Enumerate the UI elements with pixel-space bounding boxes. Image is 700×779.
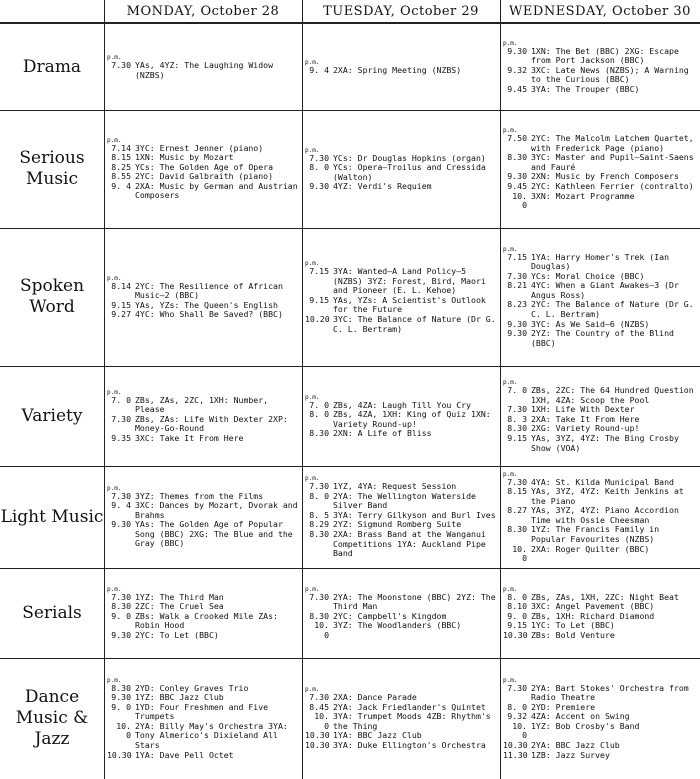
program-title: 2YZ: The Country of the Blind (BBC) bbox=[531, 328, 674, 348]
column-divider bbox=[302, 0, 303, 779]
program-title: 3YA: Trumpet Moods 4ZB: Rhythm's the Thing bbox=[333, 711, 491, 731]
program-entry bbox=[305, 530, 496, 559]
program-time: 9.30 bbox=[111, 629, 131, 640]
program-time: 7. 0 bbox=[507, 385, 527, 395]
program-time: 8.15 bbox=[507, 486, 527, 497]
program-entry bbox=[107, 415, 298, 434]
program-time: 9.45 bbox=[507, 180, 527, 191]
category-label: Spoken Word bbox=[19, 276, 85, 317]
schedule-cell bbox=[503, 246, 696, 349]
program-title: 2YC: Campbell's Kingdom bbox=[333, 610, 447, 621]
program-time: 10.30 bbox=[107, 749, 132, 760]
program-title: 1YZ: BBC Jazz Club bbox=[135, 692, 224, 703]
program-title: 1YZ: The Third Man bbox=[135, 591, 224, 602]
program-title: YAs, YZs: The Queen's English bbox=[135, 299, 278, 310]
pm-marker: p.m. bbox=[305, 585, 320, 593]
program-time: 10. 0 bbox=[314, 711, 329, 731]
program-time: 7. 0 bbox=[309, 399, 329, 410]
program-entry bbox=[107, 631, 298, 641]
column-divider bbox=[500, 0, 501, 779]
program-time: 7.30 bbox=[309, 481, 329, 491]
program-time: 9.35 bbox=[111, 432, 131, 443]
program-title: 1YZ, 4YA: Request Session bbox=[333, 481, 457, 491]
program-entry bbox=[305, 182, 496, 192]
program-title: 3YA: Wanted—A Land Policy—5 (NZBS) 3YZ: Forest, Bird, Maori and Pioneer (E. L. Kehoe) bbox=[333, 266, 486, 296]
program-entry bbox=[503, 525, 696, 544]
program-title: YAs, YZs: A Scientist's Outlook for the Future bbox=[333, 294, 486, 315]
program-time: 9.30 bbox=[507, 318, 527, 329]
program-title: ZBs, ZAs, 1XH, 2ZC: Night Beat bbox=[531, 591, 679, 602]
program-title: 2YA: The Moonstone (BBC) 2YZ: The Third Man bbox=[333, 591, 496, 612]
program-time: 9.15 bbox=[111, 299, 131, 310]
program-time: 7.14 bbox=[111, 142, 131, 153]
program-time: 7.30 bbox=[111, 60, 131, 70]
schedule-cell bbox=[503, 127, 696, 211]
program-entry bbox=[503, 66, 696, 85]
program-entry bbox=[305, 163, 496, 182]
program-entry bbox=[503, 329, 696, 348]
category-label: Drama bbox=[22, 56, 82, 77]
program-time: 8. 5 bbox=[309, 509, 329, 520]
program-time: 10. 0 bbox=[512, 543, 527, 564]
program-title: YAs, 4YZ: The Laughing Widow (NZBS) bbox=[135, 60, 274, 80]
program-title: 1XN: Music by Mozart bbox=[135, 152, 234, 163]
pm-marker: p.m. bbox=[107, 484, 122, 492]
program-entry bbox=[503, 506, 696, 525]
program-time: 8.30 bbox=[309, 428, 329, 439]
program-entry bbox=[107, 396, 298, 415]
header-monday: MONDAY, October 28 bbox=[104, 0, 302, 24]
row-divider bbox=[0, 466, 700, 467]
program-title: 2YD: Premiere bbox=[531, 701, 596, 712]
pm-marker: p.m. bbox=[503, 470, 518, 478]
program-title: 2YD: Conley Graves Trio bbox=[135, 682, 249, 693]
category-label: Light Music bbox=[0, 506, 104, 527]
schedule-cell bbox=[305, 260, 496, 334]
program-entry bbox=[107, 310, 298, 320]
program-time: 7. 0 bbox=[111, 394, 131, 405]
program-entry bbox=[305, 741, 496, 751]
schedule-cell bbox=[107, 389, 298, 444]
program-time: 8.27 bbox=[507, 505, 527, 516]
program-time: 9.32 bbox=[507, 64, 527, 75]
program-entry bbox=[503, 253, 696, 272]
program-title: YAs, 3YZ, 4YZ: Keith Jenkins at the Piano bbox=[531, 486, 684, 506]
program-entry bbox=[305, 267, 496, 296]
program-title: 2XA: Take It From Here bbox=[531, 413, 640, 424]
program-time: 7.30 bbox=[309, 591, 329, 602]
pm-marker: p.m. bbox=[305, 475, 320, 482]
program-entry bbox=[305, 66, 496, 76]
program-title: 2YC: The Balance of Nature (Dr G. C. L. Bertram) bbox=[531, 299, 694, 320]
program-title: 2XA: Music by German and Austrian Composers bbox=[135, 180, 298, 201]
pm-marker: p.m. bbox=[503, 127, 518, 134]
program-title: ZBs, 4ZA: Laugh Till You Cry bbox=[333, 399, 472, 410]
program-title: 1YA: BBC Jazz Club bbox=[333, 730, 422, 741]
program-entry bbox=[503, 545, 696, 564]
program-time: 9.30 bbox=[507, 45, 527, 56]
program-title: YAs, 3YZ, 4YZ: The Bing Crosby Show (VOA) bbox=[531, 432, 679, 453]
program-title: 1YD: Four Freshmen and Five Trumpets bbox=[135, 701, 269, 722]
program-entry bbox=[107, 703, 298, 722]
schedule-cell bbox=[107, 485, 298, 550]
column-divider bbox=[104, 0, 105, 779]
program-title: 2XA: Brass Band at the Wanganui Competitions 1YA: Auckland Pipe Band bbox=[333, 528, 486, 559]
program-title: ZBs, 4ZA, 1XH: King of Quiz 1XN: Variety Round-up! bbox=[333, 409, 491, 429]
row-divider bbox=[0, 366, 700, 367]
program-title: 2YC: The Malcolm Latchem Quartet, with Frederick Page (piano) bbox=[531, 133, 694, 153]
program-entry bbox=[305, 315, 496, 334]
pm-marker: p.m. bbox=[503, 39, 518, 47]
program-entry bbox=[503, 434, 696, 453]
program-title: 3YC: As We Said—6 (NZBS) bbox=[531, 318, 650, 329]
program-title: 2XG: Variety Round-up! bbox=[531, 423, 640, 434]
program-time: 10. 0 bbox=[116, 720, 131, 741]
program-title: YCs: Opera—Troilus and Cressida (Walton) bbox=[333, 162, 486, 182]
program-title: 3YC: The Balance of Nature (Dr G. C. L. Bertram) bbox=[333, 313, 496, 334]
program-entry bbox=[305, 492, 496, 511]
program-time: 9.32 bbox=[507, 711, 527, 722]
program-title: 3XN: Mozart Programme bbox=[531, 190, 635, 201]
program-entry bbox=[107, 520, 298, 549]
program-title: ZBs, 2ZC: The 64 Hundred Question 1XH, 4ZA: Scoop the Pool bbox=[531, 385, 694, 405]
program-title: ZBs: Bold Venture bbox=[531, 629, 615, 640]
program-time: 8.23 bbox=[507, 299, 527, 310]
program-time: 9. 4 bbox=[309, 64, 329, 75]
program-title: 2YA: Billy May's Orchestra 3YA: Tony Almerico's Dixieland All Stars bbox=[135, 720, 288, 751]
program-title: 2YA: The Wellington Waterside Silver Band bbox=[333, 490, 476, 511]
program-entry bbox=[107, 612, 298, 631]
program-time: 7.50 bbox=[507, 133, 527, 143]
program-title: 2XA: Dance Parade bbox=[333, 692, 417, 702]
program-time: 7.30 bbox=[309, 692, 329, 702]
schedule-cell bbox=[305, 394, 496, 439]
category-label: Serious Music bbox=[19, 148, 85, 189]
program-time: 9.30 bbox=[111, 519, 131, 530]
program-time: 10.30 bbox=[503, 740, 528, 751]
program-time: 9. 0 bbox=[111, 701, 131, 712]
program-title: 3YC: Ernest Jenner (piano) bbox=[135, 142, 264, 153]
program-entry bbox=[107, 501, 298, 520]
program-entry bbox=[305, 410, 496, 429]
program-time: 7.30 bbox=[309, 152, 329, 163]
category-label: Variety bbox=[21, 405, 83, 426]
schedule-cell bbox=[503, 471, 696, 564]
program-time: 8.15 bbox=[111, 152, 131, 163]
program-time: 9.27 bbox=[111, 309, 131, 320]
program-title: YAs, 3YZ, 4YZ: Piano Accordion Time with Ossie Cheesman bbox=[531, 505, 679, 525]
program-time: 7.30 bbox=[111, 413, 131, 424]
program-time: 9.30 bbox=[507, 171, 527, 182]
program-title: 1YC: To Let (BBC) bbox=[531, 620, 615, 631]
program-title: 3YA: Terry Gilkyson and Burl Ives bbox=[333, 509, 496, 520]
program-title: 4ZA: Accent on Swing bbox=[531, 711, 630, 722]
program-title: 3XC: Angel Pavement (BBC) bbox=[531, 601, 655, 612]
program-time: 7.30 bbox=[111, 490, 131, 501]
pm-marker: p.m. bbox=[107, 54, 122, 61]
schedule-cell bbox=[503, 379, 696, 453]
program-entry bbox=[503, 751, 696, 761]
program-entry bbox=[503, 281, 696, 300]
program-time: 8.30 bbox=[507, 524, 527, 535]
program-time: 9. 0 bbox=[507, 610, 527, 621]
program-time: 8.30 bbox=[309, 528, 329, 539]
program-time: 8. 0 bbox=[309, 409, 329, 420]
pm-marker: p.m. bbox=[305, 686, 320, 693]
program-time: 8. 0 bbox=[309, 490, 329, 501]
pm-marker: p.m. bbox=[107, 585, 122, 593]
header-wednesday: WEDNESDAY, October 30 bbox=[500, 0, 700, 24]
row-divider bbox=[0, 568, 700, 569]
program-time: 8.29 bbox=[309, 519, 329, 530]
program-title: YCs: Dr Douglas Hopkins (organ) bbox=[333, 152, 486, 163]
pm-marker: p.m. bbox=[503, 245, 518, 253]
program-time: 8.45 bbox=[309, 701, 329, 712]
program-entry bbox=[107, 722, 298, 751]
schedule-cell bbox=[305, 475, 496, 559]
program-title: 1YA: Dave Pell Octet bbox=[135, 749, 234, 760]
schedule-cell bbox=[107, 275, 298, 320]
program-title: YCs: Moral Choice (BBC) bbox=[531, 270, 645, 281]
category-label: Dance Music & Jazz bbox=[15, 687, 89, 749]
pm-marker: p.m. bbox=[503, 379, 518, 386]
program-entry bbox=[503, 487, 696, 506]
program-title: 2XA: Roger Quilter (BBC) bbox=[531, 543, 650, 554]
program-title: 1YA: Harry Homer's Trek (Ian Douglas) bbox=[531, 251, 670, 272]
program-time: 11.30 bbox=[503, 749, 528, 760]
program-entry bbox=[107, 282, 298, 301]
program-time: 9.30 bbox=[309, 181, 329, 192]
program-time: 10. 0 bbox=[512, 190, 527, 211]
program-title: 2XN: A Life of Bliss bbox=[333, 428, 432, 439]
program-time: 10.30 bbox=[305, 739, 330, 750]
program-title: 4YA: St. Kilda Municipal Band bbox=[531, 476, 674, 487]
pm-marker: p.m. bbox=[503, 676, 518, 684]
schedule-cell bbox=[305, 686, 496, 751]
program-time: 7.30 bbox=[507, 404, 527, 415]
program-title: 2YA: Jack Friedlander's Quintet bbox=[333, 701, 486, 712]
program-entry bbox=[305, 712, 496, 731]
program-title: 2XN: Music by French Composers bbox=[531, 171, 679, 182]
row-divider bbox=[0, 658, 700, 659]
program-time: 7.30 bbox=[507, 270, 527, 281]
category-label: Serials bbox=[22, 602, 82, 623]
program-entry bbox=[305, 429, 496, 439]
program-entry bbox=[503, 300, 696, 319]
program-time: 9.30 bbox=[507, 328, 527, 339]
program-entry bbox=[503, 722, 696, 741]
header-tuesday: TUESDAY, October 29 bbox=[302, 0, 500, 24]
pm-marker: p.m. bbox=[107, 676, 122, 684]
program-time: 8.10 bbox=[507, 601, 527, 612]
schedule-cell bbox=[503, 40, 696, 95]
program-time: 10.20 bbox=[305, 313, 330, 324]
program-time: 9. 0 bbox=[111, 610, 131, 621]
program-time: 9.15 bbox=[309, 294, 329, 305]
program-title: 4YZ: Verdi's Requiem bbox=[333, 181, 432, 192]
program-time: 8.30 bbox=[111, 682, 131, 693]
program-title: 3XC: Dances by Mozart, Dvorak and Brahms bbox=[135, 500, 298, 520]
program-title: 2YZ: Sigmund Romberg Suite bbox=[333, 519, 462, 530]
program-time: 7.30 bbox=[507, 682, 527, 693]
program-title: 4YC: When a Giant Awakes—3 (Dr Angus Ross) bbox=[531, 280, 679, 300]
program-time: 9. 4 bbox=[111, 180, 131, 191]
schedule-cell bbox=[305, 586, 496, 641]
program-time: 7.15 bbox=[507, 251, 527, 262]
program-entry bbox=[305, 621, 496, 640]
pm-marker: p.m. bbox=[503, 585, 518, 593]
program-title: 3YZ: Themes from the Films bbox=[135, 490, 264, 501]
program-title: 1XN: The Bet (BBC) 2XG: Escape from Port Jackson (BBC) bbox=[531, 45, 679, 66]
program-entry bbox=[107, 434, 298, 444]
program-title: 2ZC: The Cruel Sea bbox=[135, 601, 224, 612]
pm-marker: p.m. bbox=[305, 260, 320, 267]
program-time: 8.30 bbox=[111, 601, 131, 612]
schedule-cell bbox=[107, 54, 298, 80]
program-title: 3YA: Duke Ellington's Orchestra bbox=[333, 739, 486, 750]
program-time: 8. 0 bbox=[507, 701, 527, 712]
program-title: 1YZ: The Francis Family in Popular Favourites (NZBS) bbox=[531, 524, 660, 545]
program-time: 7.30 bbox=[507, 476, 527, 487]
program-time: 9.30 bbox=[111, 692, 131, 703]
program-time: 7.30 bbox=[111, 591, 131, 602]
program-time: 8. 0 bbox=[507, 591, 527, 602]
program-time: 8.25 bbox=[111, 161, 131, 172]
pm-marker: p.m. bbox=[107, 388, 122, 396]
program-time: 8. 0 bbox=[309, 162, 329, 173]
pm-marker: p.m. bbox=[107, 274, 122, 282]
pm-marker: p.m. bbox=[305, 393, 320, 401]
schedule-cell bbox=[503, 586, 696, 641]
program-entry bbox=[503, 386, 696, 405]
schedule-cell bbox=[305, 59, 496, 76]
row-divider bbox=[0, 110, 700, 111]
program-time: 8.14 bbox=[111, 280, 131, 291]
program-title: 1XH: Life With Dexter bbox=[531, 404, 635, 415]
program-entry bbox=[107, 751, 298, 761]
program-entry bbox=[503, 47, 696, 66]
pm-marker: p.m. bbox=[305, 146, 320, 154]
program-title: 3XC: Late News (NZBS); A Warning to the Curious (BBC) bbox=[531, 64, 689, 85]
program-title: 2YC: Kathleen Ferrier (contralto) bbox=[531, 180, 694, 191]
program-title: YCs: The Golden Age of Opera bbox=[135, 161, 274, 172]
pm-marker: p.m. bbox=[107, 136, 122, 144]
program-time: 10. 0 bbox=[512, 720, 527, 741]
program-time: 7.15 bbox=[309, 266, 329, 276]
program-time: 10.30 bbox=[503, 629, 528, 640]
row-divider bbox=[0, 228, 700, 229]
program-time: 9.45 bbox=[507, 83, 527, 94]
program-title: ZBs, ZAs: Life With Dexter 2XP: Money-Go-Round bbox=[135, 413, 288, 434]
program-title: 1ZB: Jazz Survey bbox=[531, 749, 610, 760]
program-title: 2XA: Spring Meeting (NZBS) bbox=[333, 64, 462, 75]
schedule-cell bbox=[503, 677, 696, 761]
schedule-cell bbox=[107, 677, 298, 761]
program-title: 2YC: The Resilience of African Music—2 (BBC) bbox=[135, 280, 283, 301]
program-title: YAs: The Golden Age of Popular Song (BBC) 2XG: The Blue and the Gray (BBC) bbox=[135, 519, 293, 549]
program-title: 3YC: Master and Pupil—Saint-Saens and Fauré bbox=[531, 152, 694, 172]
program-time: 9.15 bbox=[507, 432, 527, 443]
header-corner bbox=[0, 0, 104, 24]
program-time: 8.55 bbox=[111, 171, 131, 182]
program-title: 2YA: BBC Jazz Club bbox=[531, 740, 620, 751]
program-title: 4YC: Who Shall Be Saved? (BBC) bbox=[135, 309, 283, 320]
program-time: 9. 4 bbox=[111, 500, 131, 511]
program-entry bbox=[305, 593, 496, 612]
program-time: 9.15 bbox=[507, 620, 527, 631]
schedule-cell bbox=[305, 147, 496, 192]
program-entry bbox=[503, 192, 696, 211]
program-entry bbox=[503, 85, 696, 95]
schedule-cell bbox=[107, 137, 298, 202]
program-title: 2YA: Bart Stokes' Orchestra from Radio Theatre bbox=[531, 682, 689, 703]
program-entry bbox=[503, 684, 696, 703]
program-title: ZBs, 1XH: Richard Diamond bbox=[531, 610, 655, 621]
program-time: 8. 3 bbox=[507, 413, 527, 424]
program-title: ZBs, ZAs, 2ZC, 1XH: Number, Please bbox=[135, 394, 269, 415]
program-title: 3XC: Take It From Here bbox=[135, 432, 244, 443]
program-time: 8.21 bbox=[507, 280, 527, 291]
program-title: 3YA: The Trouper (BBC) bbox=[531, 83, 640, 94]
schedule-cell bbox=[107, 586, 298, 641]
program-entry bbox=[107, 182, 298, 201]
program-time: 10.30 bbox=[305, 730, 330, 741]
program-time: 10. 0 bbox=[314, 620, 329, 640]
program-title: ZBs: Walk a Crooked Mile ZAs: Robin Hood bbox=[135, 610, 278, 631]
program-title: 2YC: David Galbraith (piano) bbox=[135, 171, 274, 182]
program-entry bbox=[503, 134, 696, 153]
program-entry bbox=[503, 631, 696, 641]
pm-marker: p.m. bbox=[305, 58, 320, 66]
program-time: 8.30 bbox=[309, 610, 329, 621]
program-title: 1YZ: Bob Crosby's Band bbox=[531, 720, 640, 731]
program-entry bbox=[107, 61, 298, 80]
program-title: 2YC: To Let (BBC) bbox=[135, 629, 219, 640]
program-title: 3YZ: The Woodlanders (BBC) bbox=[333, 620, 462, 631]
program-time: 8.30 bbox=[507, 423, 527, 434]
program-entry bbox=[503, 153, 696, 172]
program-entry bbox=[305, 296, 496, 315]
program-time: 8.30 bbox=[507, 152, 527, 163]
